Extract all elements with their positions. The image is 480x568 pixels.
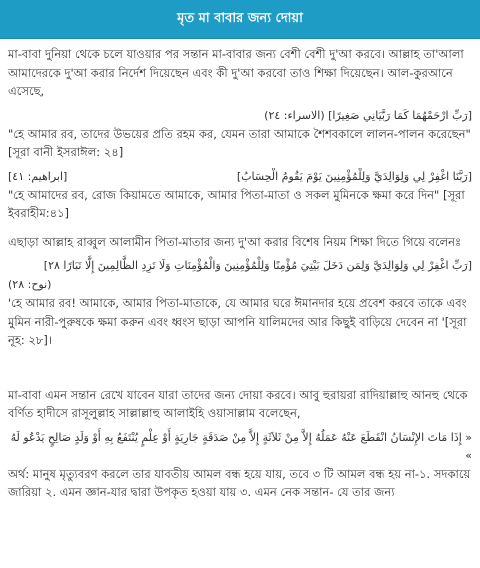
intro-paragraph: মা-বাবা দুনিয়া থেকে চলে যাওয়ার পর সন্তান মা-বাবার জন্য বেশী বেশী দু'আ করবে। আল্লাহ তা'আলা আমাদেরকে দু'আ করার নির্দেশ দিয়েছেন এবং কী দু'আ করবো তাও শিক্ষা দিয়েছেন। আল-কুরআনে এসেছে, <box>8 47 464 98</box>
verse2-arabic-row <box>8 168 472 186</box>
hadith-translation: অর্থ: মানুষ মৃত্যুবরণ করলে তার যাবতীয় আমল বন্ধ হয়ে যায়, তবে ৩ টি আমল বন্ধ হয় না-১. সদকায়ে জারিয়া ২. এমন জ্ঞান-যার দ্বারা উপকৃত হওয়া যায় ৩. এমন নেক সন্তান- যে তার জন্য <box>8 466 471 499</box>
verse2-translation: "হে আমাদের রব, রোজ কিয়ামতে আমাকে, আমার পিতা-মাতা ও সকল মুমিনকে ক্ষমা করে দিন" [সূরা ইবরাহীম:৪১] <box>8 187 465 220</box>
page-title: মৃত মা বাবার জন্য দোয়া <box>177 11 303 26</box>
hadith-arabic: « إِذَا مَاتَ الإِنْسَانُ انْقَطَعَ عَنْهُ عَمَلُهُ إِلاَّ مِنْ ثَلاَثَةٍ إِلاَّ مِنْ صَدَقَةٍ جَارِيَةٍ أَوْ عِلْمٍ يُنْتَفَعُ بِهِ أَوْ وَلَدٍ صَالِحٍ يَدْعُو لَهُ » <box>10 430 472 462</box>
lead2-paragraph: এছাড়া আল্লাহ রাব্বুল আলামীন পিতা-মাতার জন্য দু'আ করার বিশেষ নিয়ম শিক্ষা দিতে গিয়ে বলেনঃ <box>8 234 462 249</box>
page-header <box>0 0 480 39</box>
verse2-ref: [ابراهيم: ٤١] <box>8 169 68 183</box>
verse2-arabic: [رَبَّنَا اغْفِرْ لِي وَلِوَالِدَيَّ وَلِلْمُؤْمِنِينَ يَوْمَ يَقُومُ الْحِسَابُ] <box>236 169 472 183</box>
verse3-arabic: [رَبِّ اغْفِرْ لِي وَلِوَالِدَيَّ وَلِمَن دَخَلَ بَيْتِيَ مُؤْمِنًا وَلِلْمُؤْمِنِينَ وَالْمُؤْمِنَاتِ وَلَا تَزِدِ الظَّالِمِينَ إِلَّا تَبَارًا ٢٨] <box>43 259 472 272</box>
verse3-ref: (نوح: ٢٨) <box>8 278 52 291</box>
verse1-translation: "হে আমার রব, তাদের উভয়ের প্রতি রহম কর, যেমন তারা আমাকে শৈশবকালে লালন-পালন করেছেন" [সূরা বানী ইসরাঈল: ২৪] <box>8 126 471 159</box>
verse1-arabic: [رَبِّ ارْحَمْهُمَا كَمَا رَبَّيَانِي صَغِيرًا] (الاسراء: ٢٤) <box>264 108 472 122</box>
hadith-intro-paragraph: মা-বাবা এমন সন্তান রেখে যাবেন যারা তাদের জন্য দোয়া করবে। আবু হুরায়রা রাদিয়াল্লাহু আনহু থেকে বর্ণিত হাদীসে রাসূলুল্লাহ সাল্লাল্লাহু আলাইহি ওয়াসাল্লাম বলেছেন, <box>8 387 468 420</box>
article-body <box>0 39 480 502</box>
verse3-translation: 'হে আমার রব! আমাকে, আমার পিতা-মাতাকে, যে আমার ঘরে ঈমানদার হয়ে প্রবেশ করবে তাকে এবং মুমিন নারী-পুরুষকে ক্ষমা করুন এবং ধ্বংস ছাড়া আপনি যালিমদের আর কিছুই বাড়িয়ে দেবেন না '[সূরা নূহ: ২৮]। <box>8 296 467 347</box>
